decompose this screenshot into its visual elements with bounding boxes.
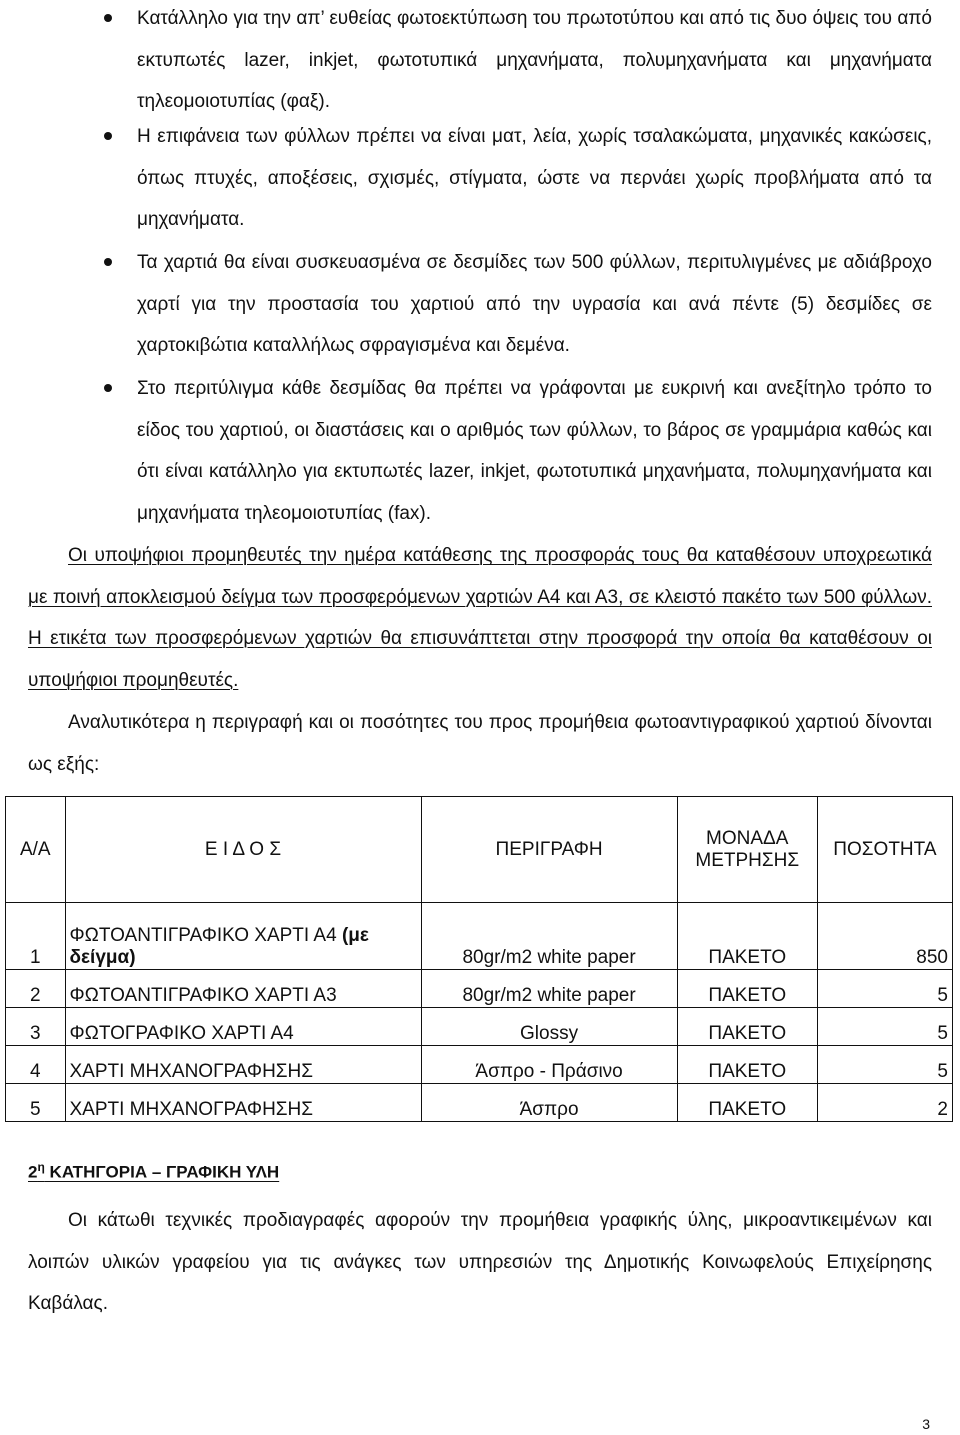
row-description: 80gr/m2 white paper <box>421 903 677 970</box>
table-row <box>6 1046 953 1084</box>
header-item: Ε Ι Δ Ο Σ <box>65 797 421 903</box>
row-description: Άσπρο - Πράσινο <box>421 1046 677 1084</box>
paper-items-table <box>5 796 953 1122</box>
row-description: Glossy <box>421 1008 677 1046</box>
requirement-text: Τα χαρτιά θα είναι συσκευασμένα σε δεσμίδες των 500 φύλλων, περιτυλιγμένες με αδιάβροχο χαρτί για την προστασία του χαρτιού από την υγρασία και ανά πέντε (5) δεσμίδες σε χαρτοκιβώτια καταλλήλως σφραγισμένα και δεμένα. <box>137 252 932 356</box>
table-row <box>6 903 953 970</box>
row-quantity: 5 <box>817 1008 952 1046</box>
table-header-row <box>6 797 953 903</box>
table-row <box>6 1008 953 1046</box>
row-item: ΧΑΡΤΙ ΜΗΧΑΝΟΓΡΑΦΗΣΗΣ <box>65 1084 421 1122</box>
row-item: ΦΩΤΟΑΝΤΙΓΡΑΦΙΚΟ ΧΑΡΤΙ Α3 <box>65 970 421 1008</box>
requirement-text: Στο περιτύλιγμα κάθε δεσμίδας θα πρέπει να γράφονται με ευκρινή και ανεξίτηλο τρόπο το είδος του χαρτιού, οι διαστάσεις και ο αριθμός των φύλλων, το βάρος σε γραμμάρια καθώς και ότι είναι κατάλληλο για εκτυπωτές lazer, inkjet, φωτοτυπικά μηχανήματα, πολυμηχανήματα και μηχανήματα τηλεομοιοτυπίας (fax). <box>137 378 932 524</box>
header-unit-line1: ΜΟΝΑΔΑ <box>706 827 789 849</box>
category-number: 2 <box>28 1162 38 1182</box>
row-aa: 4 <box>6 1046 66 1084</box>
requirement-bullet-3 <box>137 242 932 367</box>
table-row <box>6 1084 953 1122</box>
bullet-dot-icon <box>104 14 112 22</box>
row-quantity: 850 <box>817 903 952 970</box>
row-description: 80gr/m2 white paper <box>421 970 677 1008</box>
row-aa: 2 <box>6 970 66 1008</box>
header-aa: Α/Α <box>6 797 66 903</box>
sample-note-text: Οι υποψήφιοι προμηθευτές την ημέρα κατάθεσης της προσφοράς τους θα καταθέσουν υποχρεωτικά με ποινή αποκλεισμού δείγμα των προσφερόμενων χαρτιών Α4 και Α3, σε κλειστό πακέτο των 500 φύλλων. Η ετικέτα των προσφερόμενων χαρτιών θα επισυνάπτεται στην προσφορά την οποία θα καταθέσουν οι υποψήφιοι προμηθευτές. <box>28 545 932 691</box>
row-quantity: 5 <box>817 970 952 1008</box>
row-description: Άσπρο <box>421 1084 677 1122</box>
requirement-bullet-4 <box>137 368 932 534</box>
row-quantity: 2 <box>817 1084 952 1122</box>
header-unit-line2: ΜΕΤΡΗΣΗΣ <box>695 849 800 871</box>
page-number: 3 <box>922 1416 930 1432</box>
category-superscript: η <box>37 1160 45 1174</box>
requirement-text: Κατάλληλο για την απ’ ευθείας φωτοεκτύπωση του πρωτοτύπου και από τις δυο όψεις του από εκτυπωτές lazer, inkjet, φωτοτυπικά μηχανήματα, πολυμηχανήματα και μηχανήματα τηλεομοιοτυπίας (φαξ). <box>137 8 932 112</box>
header-description: ΠΕΡΙΓΡΑΦΗ <box>421 797 677 903</box>
header-unit <box>677 797 817 903</box>
row-quantity: 5 <box>817 1046 952 1084</box>
header-quantity: ΠΟΣΟΤΗΤΑ <box>817 797 952 903</box>
bullet-dot-icon <box>104 132 112 140</box>
requirement-bullet-2 <box>137 116 932 241</box>
row-item: ΦΩΤΟΓΡΑΦΙΚΟ ΧΑΡΤΙ Α4 <box>65 1008 421 1046</box>
row-item-text: ΦΩΤΟΑΝΤΙΓΡΑΦΙΚΟ ΧΑΡΤΙ Α4 <box>69 925 337 946</box>
requirement-bullet-1 <box>137 0 932 123</box>
bullet-dot-icon <box>104 258 112 266</box>
row-unit: ΠΑΚΕΤΟ <box>677 903 817 970</box>
row-unit: ΠΑΚΕΤΟ <box>677 970 817 1008</box>
table-intro <box>28 702 932 785</box>
bullet-dot-icon <box>104 384 112 392</box>
category-description-text: Οι κάτωθι τεχνικές προδιαγραφές αφορούν την προμήθεια γραφικής ύλης, μικροαντικειμένων και λοιπών υλικών γραφείου για τις ανάγκες των υπηρεσιών της Δημοτικής Κοινωφελούς Επιχείρησης Καβάλας. <box>28 1210 932 1314</box>
table-intro-text: Αναλυτικότερα η περιγραφή και οι ποσότητες του προς προμήθεια φωτοαντιγραφικού χαρτιού δίνονται ως εξής: <box>28 712 932 775</box>
category-title: ΚΑΤΗΓΟΡΙΑ – ΓΡΑΦΙΚΗ ΥΛΗ <box>44 1162 280 1182</box>
row-unit: ΠΑΚΕΤΟ <box>677 1008 817 1046</box>
row-item <box>65 903 421 970</box>
category-description <box>28 1200 932 1325</box>
table-row <box>6 970 953 1008</box>
category-heading <box>28 1160 279 1183</box>
row-item-sample-note: (με δείγμα) <box>69 925 369 968</box>
row-item: ΧΑΡΤΙ ΜΗΧΑΝΟΓΡΑΦΗΣΗΣ <box>65 1046 421 1084</box>
row-unit: ΠΑΚΕΤΟ <box>677 1046 817 1084</box>
row-aa: 3 <box>6 1008 66 1046</box>
row-aa: 1 <box>6 903 66 970</box>
row-aa: 5 <box>6 1084 66 1122</box>
row-unit: ΠΑΚΕΤΟ <box>677 1084 817 1122</box>
requirement-text: Η επιφάνεια των φύλλων πρέπει να είναι ματ, λεία, χωρίς τσαλακώματα, μηχανικές κακώσεις, όπως πτυχές, αποξέσεις, σχισμές, στίγματα, ώστε να περνάει χωρίς προβλήματα από τα μηχανήματα. <box>137 126 932 230</box>
sample-requirement-note <box>28 535 932 701</box>
